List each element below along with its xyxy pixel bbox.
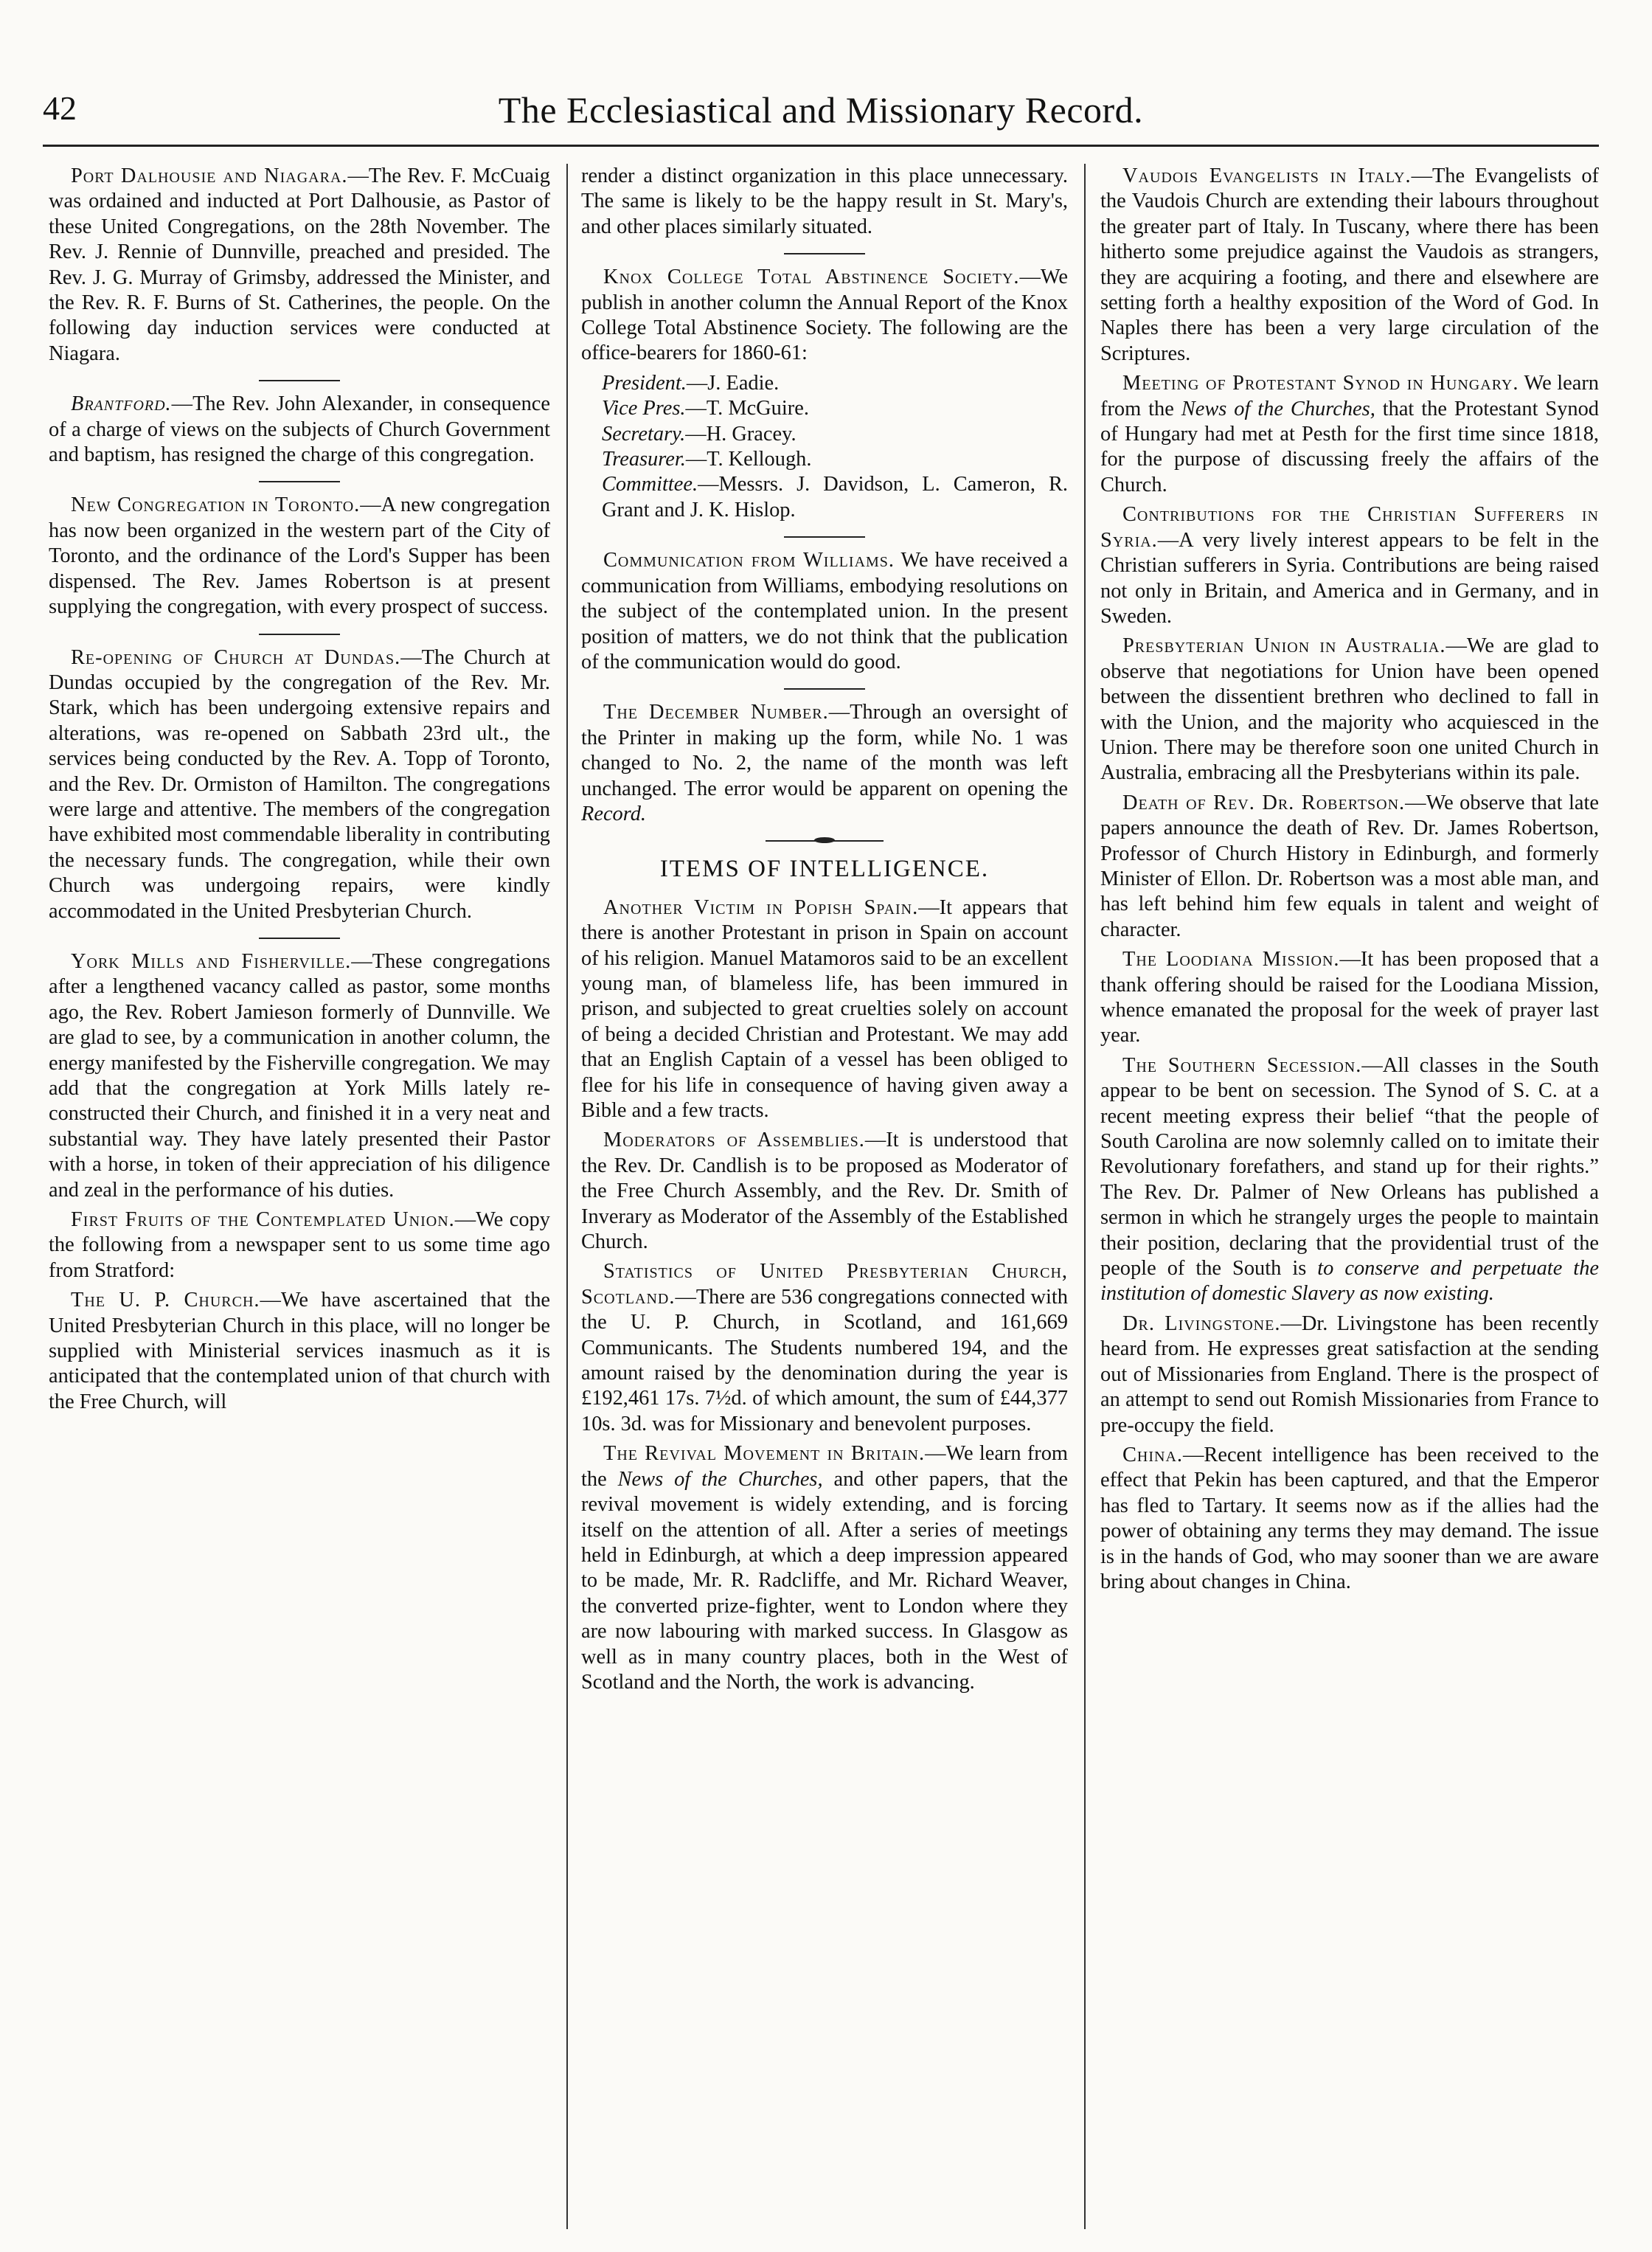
officer-line <box>602 472 1068 523</box>
officer-line <box>602 371 1068 396</box>
article-body: —Dr. Livingstone has been recently heard from. He expresses great satisfaction at the sending out of Missionaries from England. There is the prospect of an attempt to send out Romish Missionaries from France to pre-occupy the field. <box>1100 1312 1599 1437</box>
article-heading: Presbyterian Union in Australia. <box>1122 634 1446 658</box>
ornament-rule <box>766 837 884 845</box>
article-italic: News of the Churches, <box>617 1467 823 1491</box>
officer-line <box>602 422 1068 447</box>
article-heading: Dr. Livingstone. <box>1122 1312 1281 1335</box>
article <box>1100 1053 1599 1307</box>
article-heading: Re-opening of Church at Dundas. <box>71 645 401 669</box>
article-italic: Record. <box>581 802 647 825</box>
article-italic: News of the Churches, <box>1181 397 1375 420</box>
article <box>49 164 550 367</box>
officer-role: Committee. <box>602 473 698 496</box>
article-body: —We copy the following from a newspaper sent to us some time ago from Stratford: <box>49 1208 550 1282</box>
officer-name: —J. Eadie. <box>686 371 780 395</box>
article-body: —We observe that late papers announce the death of Rev. Dr. James Robertson, Professor of Church History in Edinburgh, and formerly Minister of Ellon. Dr. Robertson was a most able man, and has left behind him few equals in talent and weight of character. <box>1100 791 1599 941</box>
article-italic: to conserve and perpetuate the institution of domestic Slavery as now existing. <box>1100 1257 1599 1306</box>
article-heading: Contributions for the Christian Sufferers in Syria. <box>1100 503 1599 552</box>
article-body: We have received a communication from Williams, embodying resolutions on the subject of the contemplated union. In the present position of matters, we do not think that the publication of the communication would do good. <box>581 549 1068 673</box>
page-number: 42 <box>43 89 77 127</box>
article-heading: Death of Rev. Dr. Robertson. <box>1122 791 1406 814</box>
article-body: —The Church at Dundas occupied by the congregation of the Rev. Mr. Stark, which has been undergoing extensive repairs and alterations, was re-opened on Sabbath 23rd ult., the services being conducted by the Rev. A. Topp of Toronto, and the Rev. Dr. Ormiston of Hamilton. The congregations were large and attentive. The members of the congregation have exhibited most commendable liberality in contributing the necessary funds. The congregation, while their own Church was undergoing repairs, were kindly accommodated in the United Presbyterian Church. <box>49 645 550 923</box>
separator-rule <box>784 688 865 690</box>
article-heading: Vaudois Evangelists in Italy. <box>1122 164 1412 187</box>
article <box>1100 791 1599 943</box>
article-heading: Communication from Williams. <box>603 549 895 572</box>
article <box>581 548 1068 675</box>
article <box>49 1208 550 1283</box>
article <box>1100 164 1599 367</box>
article-heading: Statistics of United Presbyterian Church, Scotland. <box>581 1260 1068 1309</box>
officer-role: Secretary. <box>602 422 686 446</box>
header-rule <box>43 145 1599 147</box>
article-body: —A very lively interest appears to be felt in the Christian sufferers in Syria. Contributions are being raised not only in Britain, and America and in Germany, and in Sweden. <box>1100 528 1599 628</box>
separator-rule <box>784 536 865 538</box>
column-divider <box>1084 164 1086 2229</box>
article-heading: Port Dalhousie and Niagara. <box>71 164 348 187</box>
article-heading: Knox College Total Abstinence Society. <box>603 266 1020 289</box>
column-middle <box>581 164 1068 2229</box>
officer-list <box>581 371 1068 523</box>
article <box>1100 947 1599 1049</box>
officer-line <box>602 396 1068 421</box>
running-title: The Ecclesiastical and Missionary Record. <box>498 89 1144 131</box>
officer-role: Vice Pres. <box>602 397 686 420</box>
article <box>1100 371 1599 498</box>
article-body: and other papers, that the revival movement is widely extending, and is forcing itself on the attention of all. After a series of meetings held in Edinburgh, at which a deep impression appeared to be made, Mr. R. Radcliffe, and Mr. Richard Weaver, the converted prize-fighter, went to London where they are now labouring with marked success. In Glasgow as well as in many country places, both in the West of Scotland and the North, the work is advancing. <box>581 1467 1068 1694</box>
article-heading: China. <box>1122 1443 1184 1466</box>
article <box>49 949 550 1203</box>
article <box>581 1128 1068 1255</box>
article <box>49 1288 550 1415</box>
article-body: —We publish in another column the Annual Report of the Knox College Total Abstinence Society. The following are the office-bearers for 1860-61: <box>581 266 1068 365</box>
article-body: —We have ascertained that the United Presbyterian Church in this place, will no longer be supplied with Ministerial services inasmuch as it is anticipated that the contemplated union of that church with the Free Church, will <box>49 1289 550 1413</box>
article-heading: The December Number. <box>603 701 829 724</box>
article-heading: The U. P. Church. <box>71 1289 260 1312</box>
article <box>1100 502 1599 629</box>
article-heading: The Revival Movement in Britain. <box>603 1442 926 1466</box>
separator-rule <box>259 380 340 381</box>
article <box>581 700 1068 827</box>
article-body: —All classes in the South appear to be bent on secession. The Synod of S. C. at a recent meeting express their belief “that the people of South Carolina are now solemnly called on to imitate their Revolutionary forefathers, and stand up for their rights.” The Rev. Dr. Palmer of New Orleans has published a sermon in which he strangely urges the people to maintain their position, declaring that the providential trust of the people of the South is <box>1100 1053 1599 1281</box>
article-heading: Another Victim in Popish Spain. <box>603 895 919 919</box>
article-heading: York Mills and Fisherville. <box>71 949 352 973</box>
article-body: —Through an oversight of the Printer in making up the form, while No. 1 was changed to No. 2, the name of the month was left unchanged. The error would be apparent on opening the <box>581 701 1068 800</box>
article-body: —There are 536 congregations connected with the U. P. Church, in Scotland, and 161,669 Communicants. The Students numbered 194, and the amount raised by the denomination during the year is £192,461 17s. 7½d. of which amount, the sum of £44,377 10s. 3d. was for Missionary and benevolent purposes. <box>581 1285 1068 1435</box>
article-heading: Moderators of Assemblies. <box>603 1129 865 1152</box>
separator-rule <box>259 481 340 482</box>
article <box>1100 1443 1599 1595</box>
separator-rule <box>784 253 865 254</box>
article-body: —These congregations after a lengthened vacancy called as pastor, some months ago, the Rev. Robert Jamieson formerly of Dunnville. We are glad to see, by a communication in another column, the energy manifested by the Fisherville congregation. We may add that the congregation at York Mills lately re-constructed their Church, and finished it in a very neat and substantial way. They have lately presented their Pastor with a horse, in token of their appreciation of his diligence and zeal in the performance of his duties. <box>49 949 550 1202</box>
article-heading: Meeting of Protestant Synod in Hungary. <box>1122 372 1519 395</box>
section-title: ITEMS OF INTELLIGENCE. <box>659 856 990 883</box>
officer-name: —Messrs. J. Davidson, L. Cameron, R. Grant and J. K. Hislop. <box>602 473 1068 522</box>
article-body: —The Evangelists of the Vaudois Church are extending their labours throughout the greater part of Italy. In Tuscany, where there has been hitherto some prejudice against the Vaudois as strangers, they are acquiring a footing, and there and elsewhere are setting forth a healthy exposition of the Word of God. In Naples there has been a very large circulation of the Scriptures. <box>1100 164 1599 365</box>
article-body: —It is understood that the Rev. Dr. Candlish is to be proposed as Moderator of the Free Church Assembly, and the Rev. Dr. Smith of Inverary as Moderator of the Assembly of the Established Church. <box>581 1129 1068 1254</box>
article-body: —Recent intelligence has been received to the effect that Pekin has been captured, and that the Emperor has fled to Tartary. It seems now as if the allies had the power of obtaining any terms they may demand. The issue is in the hands of God, who may sooner than we are aware bring about changes in China. <box>1100 1443 1599 1593</box>
article <box>581 265 1068 367</box>
article <box>49 645 550 924</box>
article-heading: Brantford. <box>71 392 172 416</box>
column-left <box>49 164 550 2229</box>
officer-role: President. <box>602 371 687 395</box>
article-heading: The Southern Secession. <box>1122 1053 1362 1077</box>
page-header <box>43 89 1599 148</box>
article <box>49 493 550 620</box>
article-body: —It appears that there is another Protestant in prison in Spain on account of his religion. Manuel Matamoros said to be an excellent young man, of blameless life, has been immured in prison, and subjected to great cruelties solely on account of being a decided Christian and Protestant. We may add that an English Captain of a vessel has been obliged to flee for his life in consequence of having given away a Bible and a few tracts. <box>581 895 1068 1122</box>
article-body: —A new congregation has now been organized in the western part of the City of Toronto, and the ordinance of the Lord's Supper has been dispensed. The Rev. James Robertson is at present supplying the congregation, with every prospect of success. <box>49 493 550 619</box>
article <box>581 895 1068 1124</box>
article-body: —It has been proposed that a thank offering should be raised for the Loodiana Mission, whence emanated the proposal for the week of prayer last year. <box>1100 948 1599 1047</box>
article <box>1100 1312 1599 1438</box>
article <box>49 392 550 468</box>
article-heading: The Loodiana Mission. <box>1122 948 1340 971</box>
separator-rule <box>259 634 340 635</box>
article-body: —The Rev. F. McCuaig was ordained and inducted at Port Dalhousie, as Pastor of these United Congregations, on the 28th November. The Rev. J. Rennie of Dunnville, preached and presided. The Rev. J. G. Murray of Grimsby, addressed the Minister, and the Rev. R. F. Burns of St. Catherines, the people. On the following day induction services were conducted at Niagara. <box>49 164 550 365</box>
article-body: that the Protestant Synod of Hungary had met at Pesth for the first time since 1818, for the purpose of discussing freely the affairs of the Church. <box>1100 397 1599 496</box>
column-right <box>1100 164 1599 2229</box>
officer-name: —T. McGuire. <box>685 397 809 420</box>
article <box>581 1259 1068 1437</box>
officer-name: —T. Kellough. <box>685 448 812 471</box>
officer-role: Treasurer. <box>602 448 686 471</box>
column-divider <box>566 164 568 2229</box>
article-heading: First Fruits of the Contemplated Union. <box>71 1208 455 1232</box>
article-body: —We are glad to observe that negotiations for Union have been opened between the dissentient brethren who declined to fall in with the Union, and the majority who acquiesced in the Union. There may be therefore soon one united Church in Australia, embracing all the Presbyterians within its pale. <box>1100 634 1599 785</box>
officer-name: —H. Gracey. <box>685 422 796 446</box>
article-body: We learn from the <box>1100 372 1599 420</box>
article <box>581 1441 1068 1695</box>
article-continuation: render a distinct organization in this place unnecessary. The same is likely to be the happy result in St. Mary's, and other places similarly situated. <box>581 164 1068 238</box>
officer-line <box>602 447 1068 472</box>
article-body: —The Rev. John Alexander, in consequence of a charge of views on the subjects of Church Government and baptism, has resigned the charge of this congregation. <box>49 392 550 467</box>
article-heading: New Congregation in Toronto. <box>71 493 361 517</box>
article-body: —We learn from the <box>581 1442 1068 1491</box>
article <box>1100 634 1599 786</box>
separator-rule <box>259 938 340 939</box>
